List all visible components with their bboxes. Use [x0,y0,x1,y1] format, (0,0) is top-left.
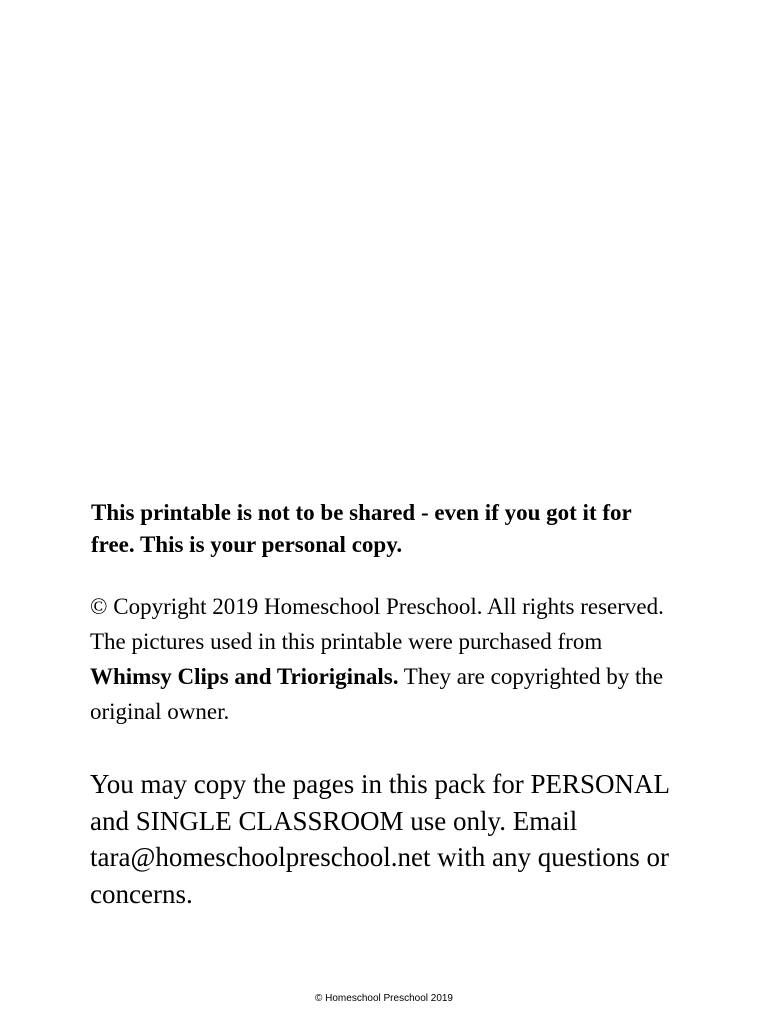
copyright-owner-text: They are copyrighted by the original owner. [90,664,664,724]
page-footer: © Homeschool Preschool 2019 [315,993,453,1004]
copyright-paragraph [90,589,670,729]
usage-terms-paragraph: You may copy the pages in this pack for PERSONAL and SINGLE CLASSROOM use only. Email tara@homeschoolpreschool.net with any questions or concerns. [90,769,669,909]
copyright-text: © Copyright 2019 Homeschool Preschool. All rights reserved. The pictures used in this printable were purchased from [90,594,664,654]
image-source-credit: Whimsy Clips and Trioriginals. [90,664,399,689]
sharing-notice: This printable is not to be shared - even if you got it for free. This is your personal copy. [91,500,632,557]
